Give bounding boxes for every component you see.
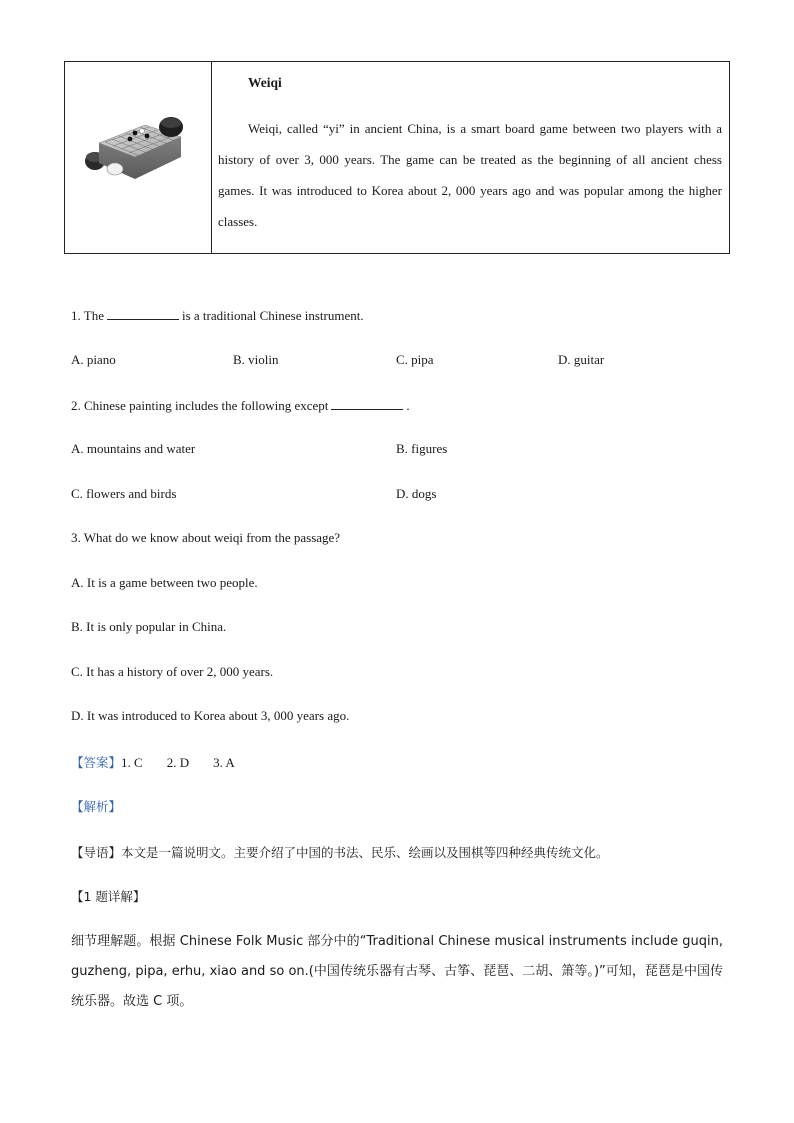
guide-text: 本文是一篇说明文。主要介绍了中国的书法、民乐、绘画以及围棋等四种经典传统文化。 [121, 845, 609, 860]
answer-line [71, 753, 235, 771]
question-2-option-b: B. figures [396, 441, 448, 456]
question-3-option-b: B. It is only popular in China. [71, 619, 227, 634]
question-3-option-c: C. It has a history of over 2, 000 years. [71, 664, 274, 679]
question-1-option-b: B. violin [233, 352, 279, 367]
image-cell [65, 62, 212, 253]
question-1-suffix: is a traditional Chinese instrument. [181, 308, 364, 323]
answer-blank [107, 307, 179, 320]
guide-line [71, 843, 609, 861]
question-1-option-d: D. guitar [558, 352, 605, 367]
text-cell [212, 62, 729, 253]
question-2 [71, 397, 410, 414]
passage-table [64, 61, 730, 254]
answer-item: 2. D [166, 755, 190, 770]
answer-blank [331, 397, 403, 410]
question-2-suffix: . [406, 398, 410, 413]
passage-body [218, 113, 722, 237]
weiqi-board-icon [85, 117, 189, 189]
question-2-option-c: C. flowers and birds [71, 486, 177, 501]
question-3: 3. What do we know about weiqi from the passage? [71, 530, 341, 545]
analysis-label: 【解析】 [71, 799, 122, 814]
question-1-option-a: A. piano [71, 352, 116, 367]
question-2-prefix: 2. Chinese painting includes the following except [71, 398, 329, 413]
passage-paragraph: Weiqi, called “yi” in ancient China, is a smart board game between two players with a history of over 3, 000 years. The game can be treated as the beginning of all ancient chess games. It was introduced to Korea about 2, 000 years ago and was popular among the higher classes. [218, 121, 722, 229]
detail-label: 【1 题详解】 [71, 889, 146, 904]
guide-label: 【导语】 [71, 845, 122, 860]
question-1-option-c: C. pipa [396, 352, 434, 367]
question-1-prefix: 1. The [71, 308, 104, 323]
question-3-option-d: D. It was introduced to Korea about 3, 000 years ago. [71, 708, 350, 723]
question-3-option-a: A. It is a game between two people. [71, 575, 258, 590]
answer-label: 【答案】 [71, 755, 122, 770]
detail-paragraph: 细节理解题。根据 Chinese Folk Music 部分中的“Traditional Chinese musical instruments include guqin, guzheng, pipa, erhu, xiao and so on.(中国传统乐器有古琴、古筝、琵琶、二胡、箫等。)”可知，琵琶是中国传统乐器。故选 C 项。 [71, 934, 723, 1009]
answer-item: 1. C [121, 755, 143, 770]
question-2-option-d: D. dogs [396, 486, 437, 501]
passage-title: Weiqi [248, 75, 282, 90]
question-1 [71, 307, 364, 324]
question-2-option-a: A. mountains and water [71, 441, 196, 456]
answer-item: 3. A [213, 755, 235, 770]
